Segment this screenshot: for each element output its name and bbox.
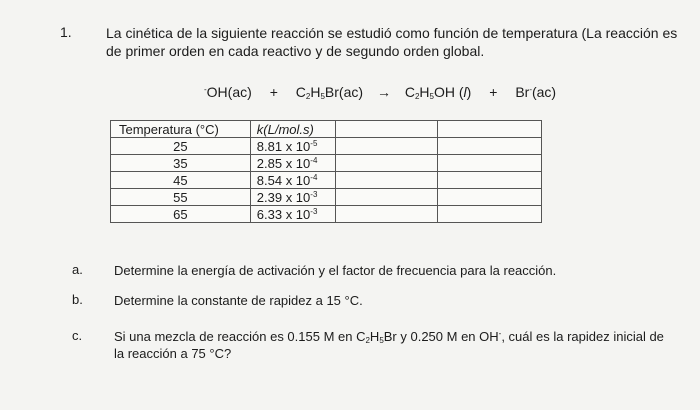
empty-cell	[335, 172, 438, 189]
empty-cell	[335, 189, 438, 206]
reactant-ethyl-bromide: $C_2H_5Br(ac)$	[295, 84, 364, 101]
empty-cell	[438, 121, 542, 138]
question-number: 1.	[60, 24, 72, 40]
empty-cell	[438, 155, 542, 172]
temperature-cell: 35	[111, 155, 251, 172]
rate-constant-cell: 6.33 x $10^{-3}$	[250, 206, 335, 223]
table-row	[111, 206, 542, 223]
header-temperature: Temperatura (°C)	[111, 121, 251, 138]
part-c-text: Si una mezcla de reacción es 0.155 M en $C_2H_5Br$ y 0.250 M en OH-, cuál es la rapidez inicial de la reacción a 75 °C?	[114, 329, 664, 361]
hydroxide-charge: -	[204, 85, 207, 94]
table-row	[111, 138, 542, 155]
plus-sign-2: +	[489, 84, 498, 100]
empty-cell	[335, 206, 438, 223]
part-a-text: Determine la energía de activación y el factor de frecuencia para la reacción.	[114, 263, 557, 278]
rate-constant-cell: 2.85 x $10^{-4}$	[250, 155, 335, 172]
empty-cell	[438, 206, 542, 223]
empty-cell	[438, 189, 542, 206]
table-row	[111, 155, 542, 172]
temperature-cell: 45	[111, 172, 251, 189]
plus-sign: +	[269, 84, 278, 100]
product-bromide: Br-(ac)	[515, 84, 557, 100]
reaction-equation	[204, 84, 556, 100]
kinetics-data-table	[110, 120, 542, 223]
temperature-cell: 55	[111, 189, 251, 206]
temperature-cell: 65	[111, 206, 251, 223]
empty-cell	[335, 155, 438, 172]
header-rate-constant: k(L/mol.s)	[250, 121, 335, 138]
reaction-arrow: →	[376, 84, 391, 100]
reactant-hydroxide: OH(ac)	[206, 84, 252, 100]
temperature-cell: 25	[111, 138, 251, 155]
product-ethanol: $C_2H_5OH$ (l)	[404, 84, 472, 101]
empty-cell	[438, 138, 542, 155]
empty-cell	[335, 138, 438, 155]
question-text: La cinética de la siguiente reacción se estudió como función de temperatura (La reacción es de primer orden en cada reactivo y de segundo orden global.	[106, 25, 678, 59]
part-a-letter: a.	[72, 262, 83, 277]
part-b-text: Determine la constante de rapidez a 15 °C.	[114, 293, 363, 308]
rate-constant-cell: 8.54 x $10^{-4}$	[250, 172, 335, 189]
rate-constant-cell: 8.81 x $10^{-5}$	[250, 138, 335, 155]
empty-cell	[335, 121, 438, 138]
table-row	[111, 189, 542, 206]
empty-cell	[438, 172, 542, 189]
part-c-letter: c.	[72, 328, 83, 343]
table-row	[111, 172, 542, 189]
table-header-row	[111, 121, 542, 138]
part-b-letter: b.	[72, 292, 83, 307]
rate-constant-cell: 2.39 x $10^{-3}$	[250, 189, 335, 206]
